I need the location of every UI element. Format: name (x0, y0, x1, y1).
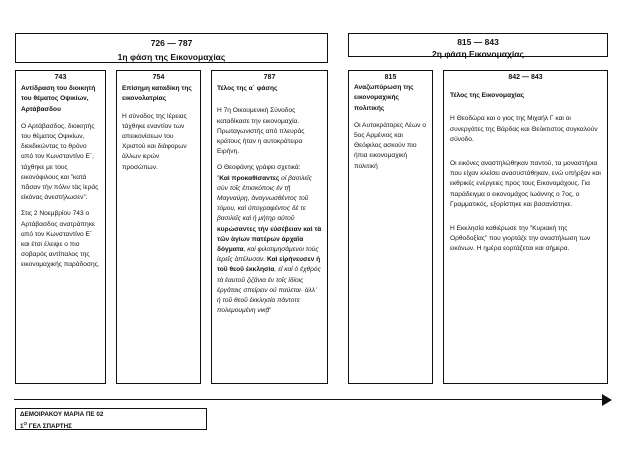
event-787-text-1: Η 7η Οικουμενική Σύνοδος καταδίκασε την εικονομαχία. Πρωταγωνιστής από πλευράς κράτους ήταν η αυτοκράτειρα Ειρήνη. (217, 107, 305, 156)
period-2-range: 815 — 843 (457, 37, 499, 47)
quote-open-mark: ” (217, 174, 220, 182)
event-815-year: 815 (384, 74, 397, 81)
event-842-843-text-2: Οι εικόνες αναστηλώθηκαν παντού, τα μοναστήρια που είχαν κλείσει ανασυστάθηκαν, ενώ υπήρξαν και εκθρικές ενέργειες προς τους Εικονομάχους. Για παράδειγμα ο εικονομάχος Ιωάννης ο 7ος, ο Γραμματικός, εξορίστηκε και βασανίστηκε. (450, 160, 601, 208)
event-842-843-text-3: Η Εκκλησία καθιέρωσε την ”Κυριακή της Ορθοδοξίας” που γιορτάζε την αναστήλωση των εικόνων. Η ημέρα εορτάζεται και σήμερα. (450, 225, 591, 253)
school-name (20, 419, 202, 431)
event-787-year: 787 (263, 74, 276, 81)
author-credit-box (15, 408, 207, 430)
quote-part-bold-2: κυρώσαντες τὴν εὐσέβειαν καὶ τὰ τῶν ἁγίων πατέρων ἀρχαῖα δόγματα (217, 225, 322, 254)
period-1-title: 1η φάση της Εικονομαχίας (117, 52, 226, 62)
event-743-text-1: Ο Αρτάβασδος, διοικητής του θέματος Οψικίων, διεκδικώντας το θρόνο από τον Κωνσταντίνο Ε΄, τάχθηκε με τους εικονόφιλους και ”κατά πᾶσαν τὴν πόλιν τὰς ἱεράς εἰκόνας ἀνεστήλωσεν”. (21, 122, 99, 202)
school-number: 1 (20, 423, 24, 431)
quote-close-mark: ” (269, 307, 272, 315)
quote-part-bold-3: Καὶ εἰρήνευσεν ἡ τοῦ θεοῦ ἐκκλησία (217, 256, 321, 274)
event-787-quote (217, 174, 322, 317)
period-1-range: 726 — 787 (150, 38, 193, 48)
period-2-header (348, 33, 608, 57)
school-ordinal-mark: Ο (23, 421, 28, 426)
period-2-title: 2η φάση Εικονομαχίας (432, 49, 524, 59)
event-754-box (116, 70, 201, 384)
event-754-heading: Επίσημη καταδίκη της εικονολατρίας (122, 85, 192, 103)
event-842-843-heading: Τέλος της Εικονομαχίας (450, 92, 525, 100)
timeline-line (14, 399, 608, 400)
timeline-arrowhead-icon (602, 394, 612, 406)
event-754-text-1: Η σύνοδος της Ιέρειας τάχθηκε εναντίον των απεικονίσεων του Χριστού και διάφορων άλλων ιερών προσώπων. (122, 112, 187, 171)
event-842-843-year: 842 — 843 (508, 74, 543, 81)
event-787-heading: Τέλος της α΄ φάσης (217, 85, 278, 93)
school-label: ΓΕΛ ΣΠΑΡΤΗΣ (27, 423, 72, 431)
author-name: ΔΕΜΟΙΡΑΚΟΥ ΜΑΡΙΑ ΠΕ 02 (20, 411, 104, 418)
quote-part-italic-3: , εἰ καὶ ὁ ἐχθρὸς τὰ ἑαυτοῦ ζιζάνια ἐν τοῖς ἰδίοις ἐργάταις σπείρειν οὐ παύεται· ἀλλ᾽ ἡ τοῦ θεοῦ ἐκκλησία πάντοτε πολεμουμένη νικᾷ (217, 266, 321, 315)
event-754-year: 754 (152, 74, 165, 81)
event-842-843-box (443, 70, 608, 384)
event-743-year: 743 (54, 74, 67, 81)
event-815-heading: Αναζωπύρωση της εικονομαχικής πολιτικής (354, 84, 414, 112)
period-1-header (15, 33, 328, 63)
event-743-box (15, 70, 106, 384)
quote-part-italic-2: , καὶ φιλοτιμησάμενοι τοὺς ἱερεῖς ἀπέλυσαν. (217, 246, 319, 264)
event-787-text-2: Ο Θεοφάνης γράφει σχετικά: (217, 164, 301, 172)
event-842-843-text-1: Η Θεοδώρα και ο γιος της Μιχαήλ Γ και οι συνεργάτες της Βάρδας και Θεόκτιστος συγκαλούν σύνοδο. (450, 115, 598, 143)
quote-part-italic-1: οἱ βασιλεῖς σὺν τοῖς ἐπισκόποις ἐν τῇ Μαγναύρῃ, ἀναγνωσθέντος τοῦ τόμου, καὶ ὑπογραφέντος δὲ τε βασιλεῖς καὶ ἡ μήτηρ αὐτοῦ (217, 174, 312, 223)
quote-part-bold-1: Καὶ προκαθίσαντες (219, 174, 280, 182)
event-787-box (211, 70, 328, 384)
event-815-text-1: Οι Αυτοκράτορες Λέων ο 5ος Αρμένιος και Θεόφιλος ασκούν πιο ήπια εικονομαχική πολιτική (354, 121, 426, 170)
event-815-box (348, 70, 433, 384)
event-743-heading: Αντίδραση του διοικητή του θέματος Οψικίων, Αρτάβασδου (21, 85, 96, 113)
event-743-text-2: Στις 2 Νοεμβρίου 743 ο Αρτάβασδος ανατράπηκε από τον Κωνσταντίνο Ε΄ και έτσι έλειψε ο πιο σοβαρός αντίπαλος της εικονομαχικής παράδοσης. (21, 210, 100, 269)
